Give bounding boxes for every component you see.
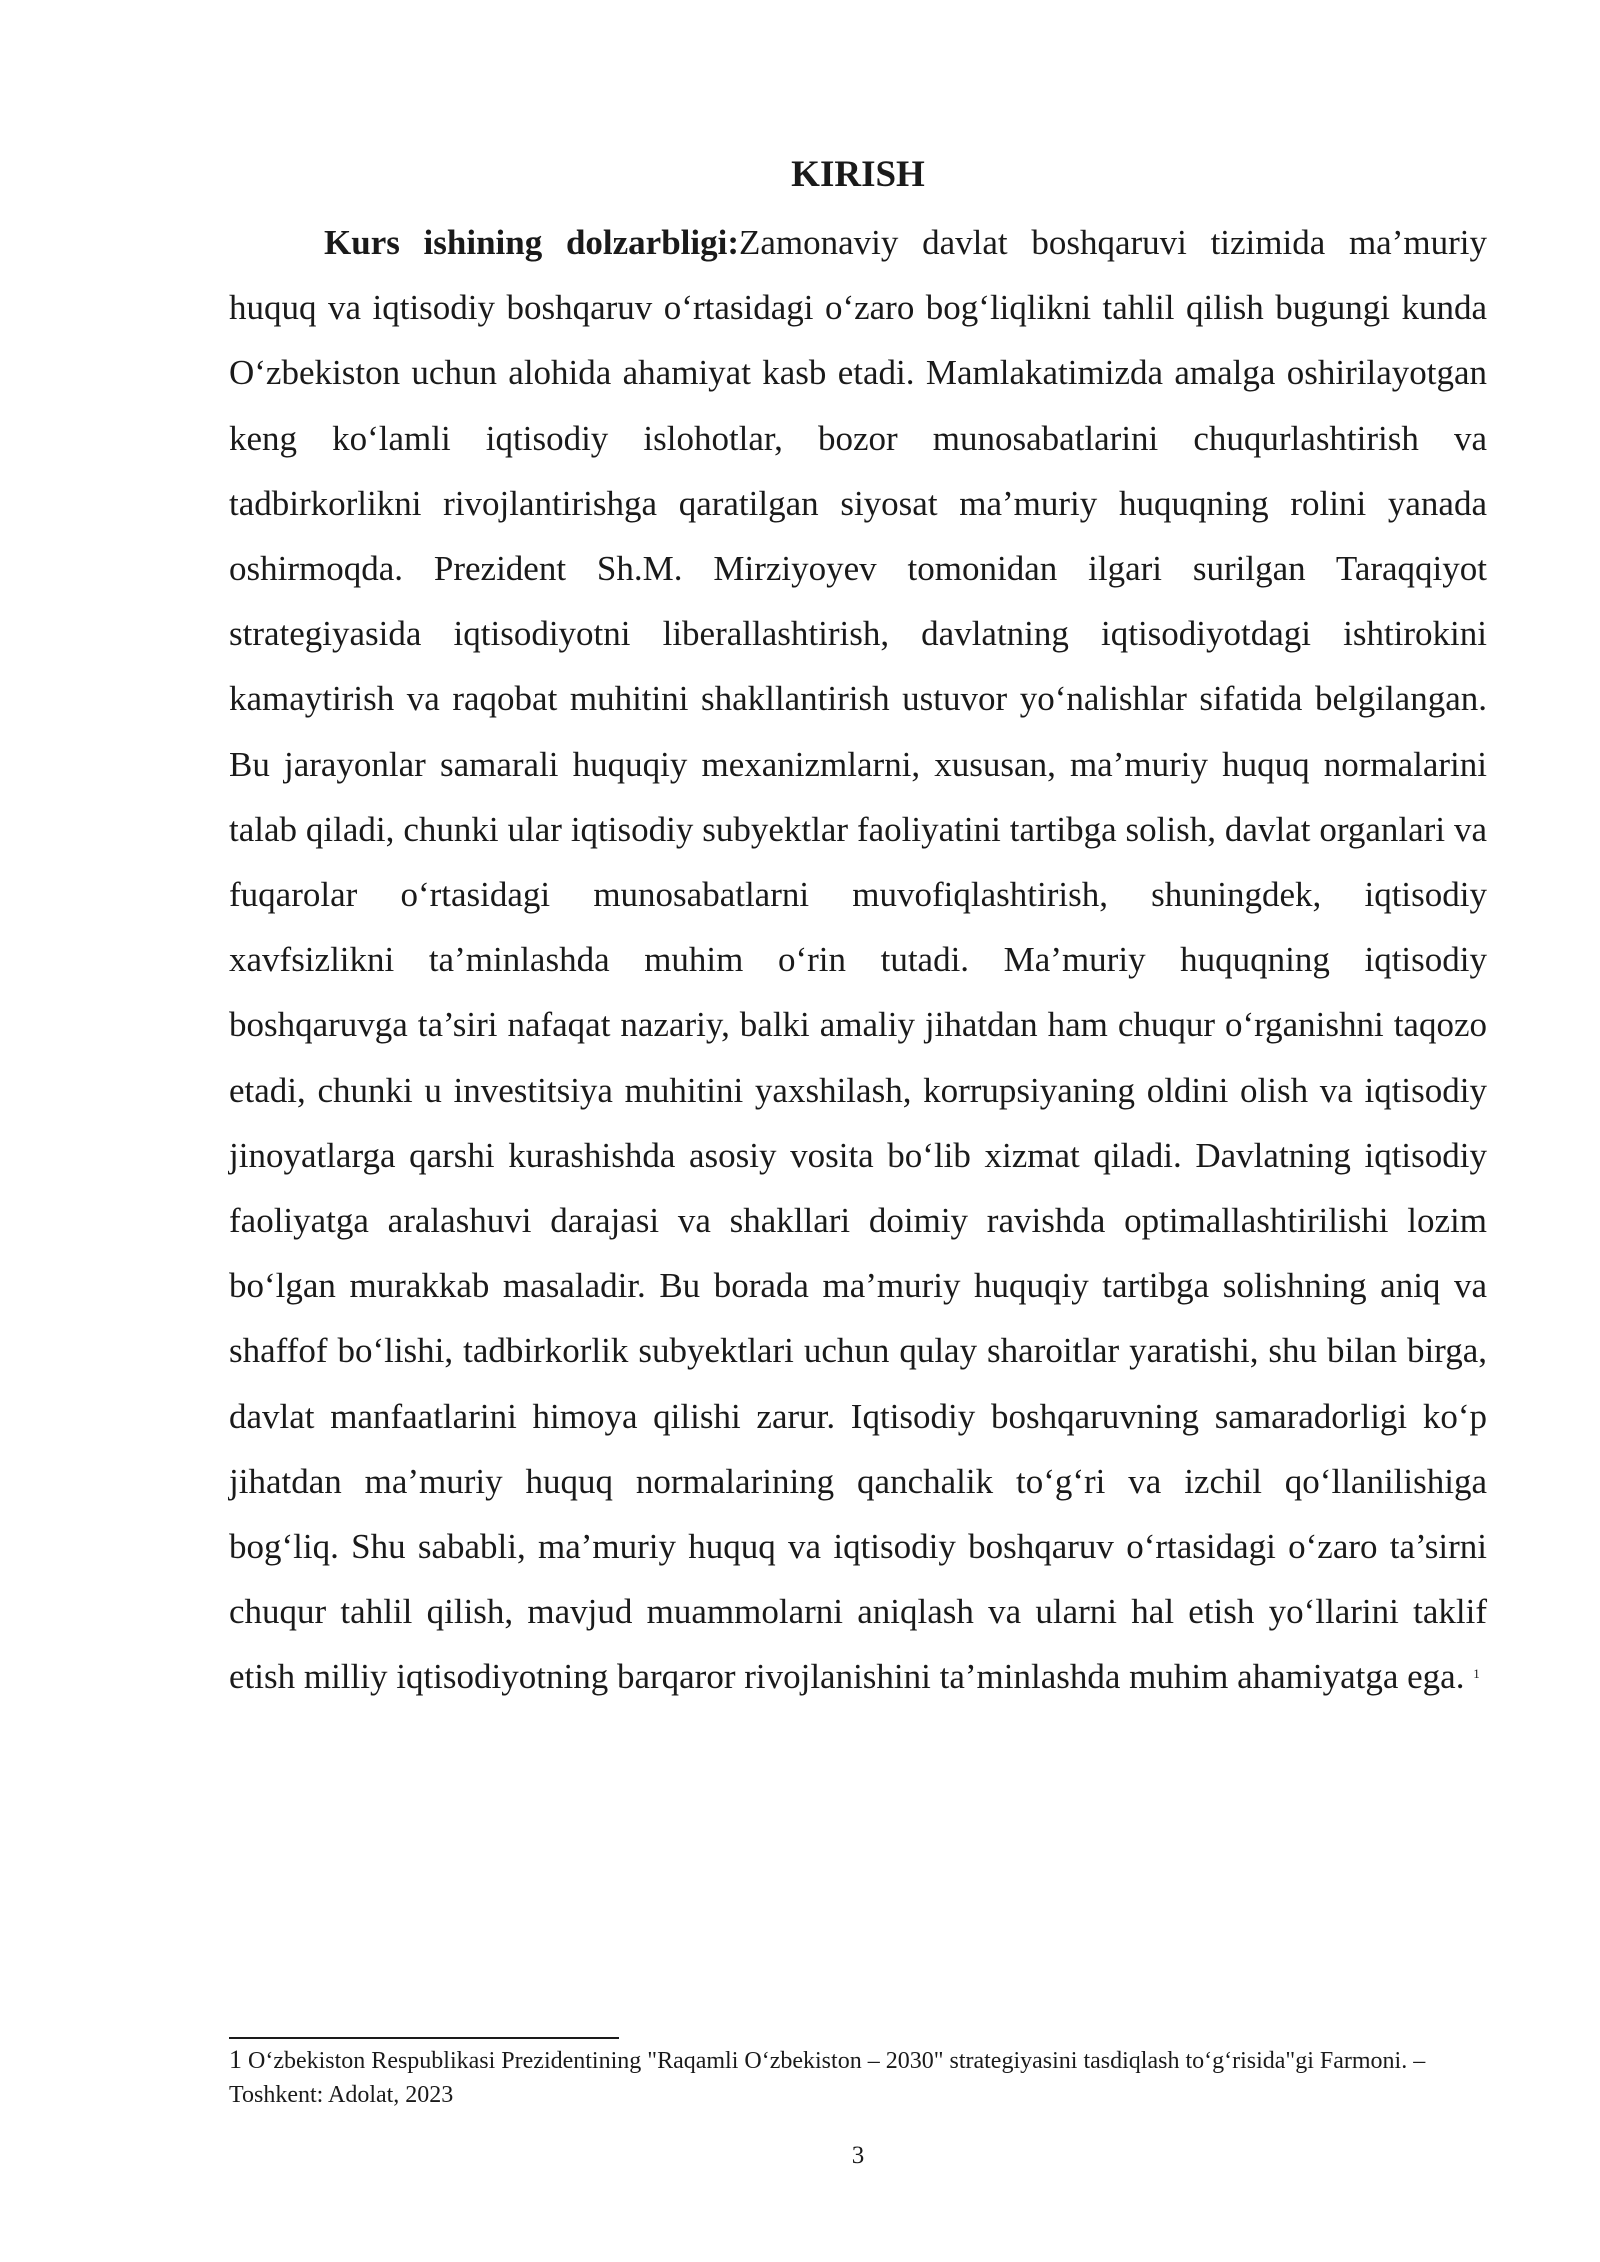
footnote [229,2043,1487,2112]
footnote-text: O‘zbekiston Respublikasi Prezidentining "Raqamli O‘zbekiston – 2030" strategiyasini tasdiqlash to‘g‘risida"gi Farmoni. – Toshkent: Adolat, 2023 [229,2048,1426,2108]
paragraph-text: Zamonaviy davlat boshqaruvi tizimida ma’muriy huquq va iqtisodiy boshqaruv o‘rtasidagi o‘zaro bog‘liqlikni tahlil qilish bugungi kunda O‘zbekiston uchun alohida ahamiyat kasb etadi. Mamlakatimizda amalga oshirilayotgan keng ko‘lamli iqtisodiy islohotlar, bozor munosabatlarini chuqurlashtirish va tadbirkorlikni rivojlantirishga qaratilgan siyosat ma’muriy huquqning rolini yanada oshirmoqda. Prezident Sh.M. Mirziyoyev tomonidan ilgari surilgan Taraqqiyot strategiyasida iqtisodiyotni liberallashtirish, davlatning iqtisodiyotdagi ishtirokini kamaytirish va raqobat muhitini shakllantirish ustuvor yo‘nalishlar sifatida belgilangan. Bu jarayonlar samarali huquqiy mexanizmlarni, xususan, ma’muriy huquq normalarini talab qiladi, chunki ular iqtisodiy subyektlar faoliyatini tartibga solish, davlat organlari va fuqarolar o‘rtasidagi munosabatlarni muvofiqlashtirish, shuningdek, iqtisodiy xavfsizlikni ta’minlashda muhim o‘rin tutadi. Ma’muriy huquqning iqtisodiy boshqaruvga ta’siri nafaqat nazariy, balki amaliy jihatdan ham chuqur o‘rganishni taqozo etadi, chunki u investitsiya muhitini yaxshilash, korrupsiyaning oldini olish va iqtisodiy jinoyatlarga qarshi kurashishda asosiy vosita bo‘lib xizmat qiladi. Davlatning iqtisodiy faoliyatga aralashuvi darajasi va shakllari doimiy ravishda optimallashtirilishi lozim bo‘lgan murakkab masaladir. Bu borada ma’muriy huquqiy tartibga solishning aniq va shaffof bo‘lishi, tadbirkorlik subyektlari uchun qulay sharoitlar yaratishi, shu bilan birga, davlat manfaatlarini himoya qilishi zarur. Iqtisodiy boshqaruvning samaradorligi ko‘p jihatdan ma’muriy huquq normalarining qanchalik to‘g‘ri va izchil qo‘llanilishiga bog‘liq. Shu sababli, ma’muriy huquq va iqtisodiy boshqaruv o‘rtasidagi o‘zaro ta’sirni chuqur tahlil qilish, mavjud muammolarni aniqlash va ularni hal etish yo‘llarini taklif etish milliy iqtisodiyotning barqaror rivojlanishini ta’minlashda muhim ahamiyatga ega. [229,223,1487,1697]
footnote-separator [229,2037,619,2039]
footnote-number: 1 [229,2045,242,2074]
footnote-reference[interactable]: 1 [1473,1666,1480,1682]
page-number: 3 [851,2142,865,2169]
section-heading: KIRISH [791,154,925,195]
body-paragraph [229,210,1487,1710]
paragraph-lead: Kurs ishining dolzarbligi: [324,223,739,262]
